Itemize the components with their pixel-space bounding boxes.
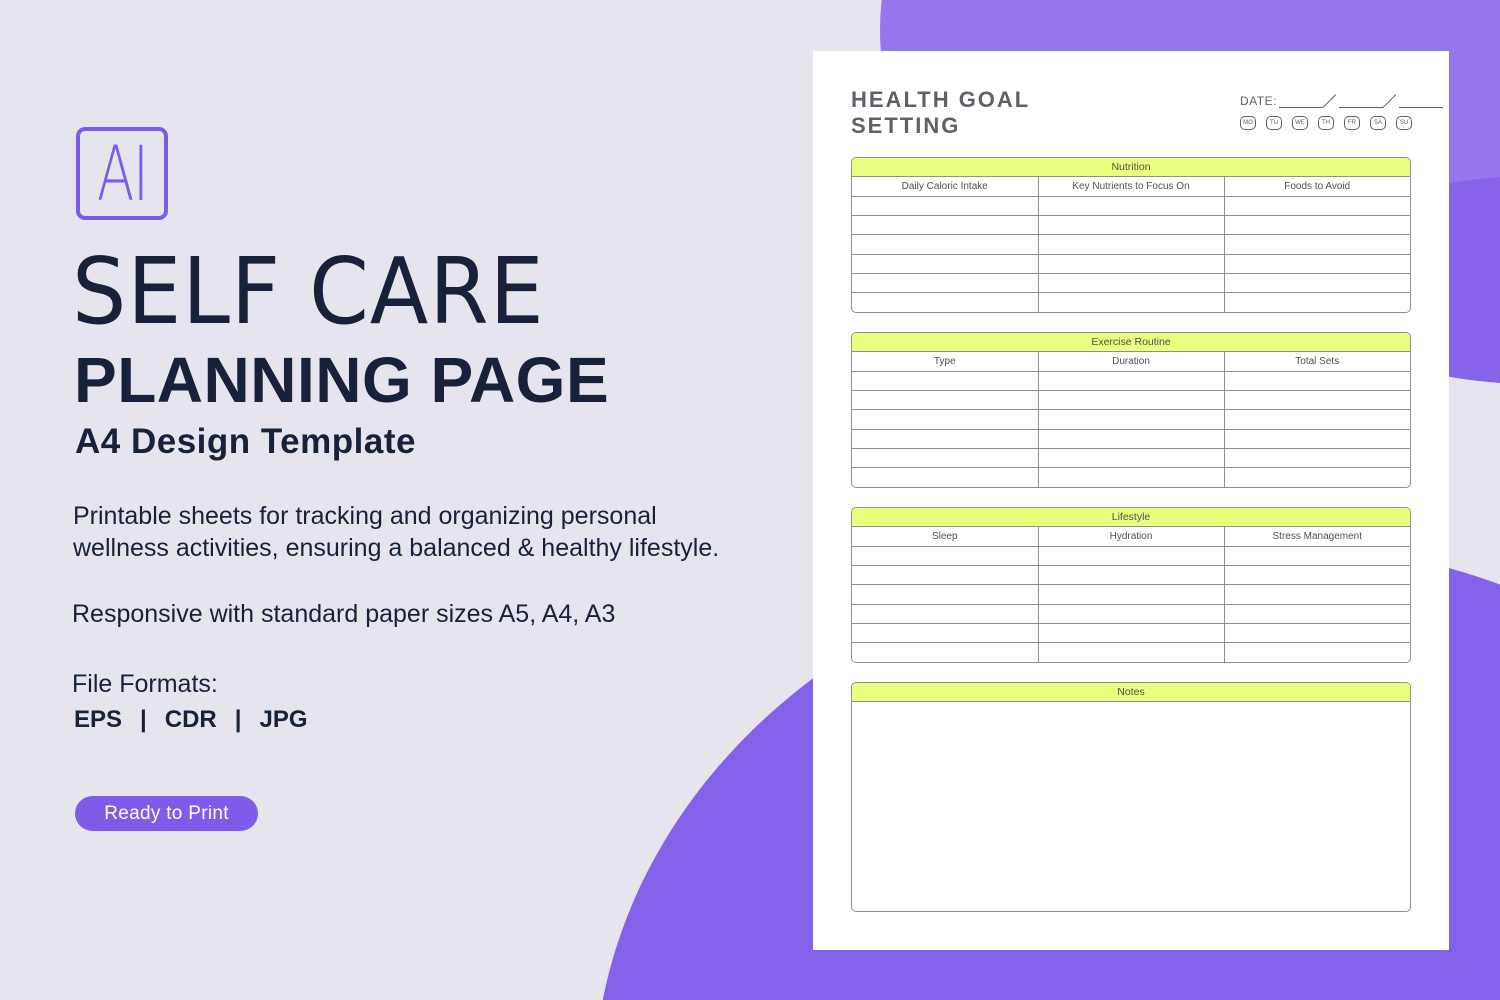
table-cell[interactable] — [1224, 604, 1410, 623]
table-row — [852, 643, 1410, 662]
title-planning-page: PLANNING PAGE — [74, 344, 610, 416]
lifestyle-table — [852, 527, 1410, 662]
date-blank-month — [1339, 96, 1383, 108]
table-cell[interactable] — [1224, 546, 1410, 565]
file-formats-list — [74, 706, 308, 734]
ready-to-print-button[interactable]: Ready to Print — [75, 796, 258, 831]
sheet-title — [851, 87, 1030, 139]
exercise-table — [852, 352, 1410, 487]
table-cell[interactable] — [852, 216, 1038, 235]
table-cell[interactable] — [1038, 546, 1224, 565]
section-exercise-routine — [851, 332, 1411, 488]
table-cell[interactable] — [1224, 254, 1410, 273]
table-cell[interactable] — [1224, 196, 1410, 215]
description-line-1: Printable sheets for tracking and organizing personal — [73, 502, 657, 530]
section-lifestyle — [851, 507, 1411, 663]
table-cell[interactable] — [1038, 235, 1224, 254]
table-row — [852, 293, 1410, 312]
table-cell[interactable] — [852, 410, 1038, 429]
date-blank-day — [1279, 96, 1323, 108]
day-su: SU — [1396, 116, 1412, 130]
date-slash — [1383, 94, 1397, 108]
table-cell[interactable] — [852, 391, 1038, 410]
format-jpg: JPG — [259, 706, 308, 733]
table-cell[interactable] — [1038, 623, 1224, 642]
table-cell[interactable] — [852, 468, 1038, 487]
table-header-row — [852, 352, 1410, 371]
day-tu: TU — [1266, 116, 1282, 130]
table-row — [852, 468, 1410, 487]
table-row — [852, 546, 1410, 565]
table-cell[interactable] — [1038, 216, 1224, 235]
file-formats-label: File Formats: — [72, 670, 218, 698]
table-row — [852, 410, 1410, 429]
section-notes — [851, 682, 1411, 912]
date-field — [1240, 94, 1443, 108]
responsive-note: Responsive with standard paper sizes A5, A4, A3 — [72, 600, 616, 628]
table-cell[interactable] — [1224, 468, 1410, 487]
table-cell[interactable] — [852, 254, 1038, 273]
table-cell[interactable] — [1224, 585, 1410, 604]
sheet-title-line-1: HEALTH GOAL — [851, 87, 1031, 112]
table-header-row — [852, 527, 1410, 546]
description — [73, 500, 793, 564]
table-cell[interactable] — [1038, 293, 1224, 312]
date-label: DATE: — [1240, 94, 1277, 108]
table-cell[interactable] — [1038, 273, 1224, 292]
table-cell[interactable] — [1038, 429, 1224, 448]
table-cell[interactable] — [852, 604, 1038, 623]
table-cell[interactable] — [1224, 391, 1410, 410]
table-row — [852, 623, 1410, 642]
table-cell[interactable] — [1038, 643, 1224, 662]
column-header: Key Nutrients to Focus On — [1038, 177, 1224, 196]
table-cell[interactable] — [852, 235, 1038, 254]
table-row — [852, 566, 1410, 585]
table-cell[interactable] — [852, 623, 1038, 642]
table-cell[interactable] — [1224, 623, 1410, 642]
ai-file-icon — [76, 127, 168, 220]
table-cell[interactable] — [1038, 604, 1224, 623]
day-th: TH — [1318, 116, 1334, 130]
table-cell[interactable] — [1038, 448, 1224, 467]
table-row — [852, 235, 1410, 254]
table-row — [852, 216, 1410, 235]
nutrition-table — [852, 177, 1410, 312]
format-separator: | — [234, 706, 242, 733]
table-cell[interactable] — [1224, 448, 1410, 467]
table-cell[interactable] — [1224, 371, 1410, 390]
table-cell[interactable] — [1224, 643, 1410, 662]
column-header: Daily Caloric Intake — [852, 177, 1038, 196]
table-cell[interactable] — [1038, 391, 1224, 410]
column-header: Foods to Avoid — [1224, 177, 1410, 196]
table-row — [852, 254, 1410, 273]
table-cell[interactable] — [1038, 585, 1224, 604]
date-slash — [1323, 94, 1337, 108]
date-blank-year — [1399, 96, 1443, 108]
subtitle: A4 Design Template — [75, 422, 416, 461]
column-header: Hydration — [1038, 527, 1224, 546]
table-row — [852, 371, 1410, 390]
table-cell[interactable] — [852, 546, 1038, 565]
table-row — [852, 196, 1410, 215]
table-header-row — [852, 177, 1410, 196]
section-header: Exercise Routine — [852, 333, 1410, 352]
sheet-title-line-2: SETTING — [851, 113, 961, 138]
table-cell[interactable] — [852, 273, 1038, 292]
table-cell[interactable] — [852, 643, 1038, 662]
format-separator: | — [140, 706, 147, 733]
table-cell[interactable] — [852, 196, 1038, 215]
table-row — [852, 448, 1410, 467]
ai-logo-text: AI — [96, 128, 148, 218]
planner-sheet — [813, 51, 1449, 950]
column-header: Total Sets — [1224, 352, 1410, 371]
table-cell[interactable] — [1038, 566, 1224, 585]
title-self-care: SELF CARE — [72, 238, 545, 345]
table-cell[interactable] — [1224, 293, 1410, 312]
section-nutrition — [851, 157, 1411, 313]
description-line-2: wellness activities, ensuring a balanced & healthy lifestyle. — [73, 534, 720, 562]
table-cell[interactable] — [852, 448, 1038, 467]
table-cell[interactable] — [1038, 410, 1224, 429]
table-cell[interactable] — [1224, 216, 1410, 235]
format-eps: EPS — [74, 706, 123, 733]
table-cell[interactable] — [1224, 566, 1410, 585]
table-cell[interactable] — [1224, 273, 1410, 292]
table-row — [852, 273, 1410, 292]
table-row — [852, 391, 1410, 410]
column-header: Sleep — [852, 527, 1038, 546]
weekday-selector — [1240, 116, 1412, 130]
table-cell[interactable] — [852, 371, 1038, 390]
day-fr: FR — [1344, 116, 1360, 130]
table-cell[interactable] — [852, 566, 1038, 585]
column-header: Duration — [1038, 352, 1224, 371]
table-cell[interactable] — [1038, 468, 1224, 487]
format-cdr: CDR — [164, 706, 217, 733]
table-cell[interactable] — [852, 429, 1038, 448]
day-we: WE — [1292, 116, 1308, 130]
table-cell[interactable] — [1224, 429, 1410, 448]
table-cell[interactable] — [1038, 196, 1224, 215]
table-cell[interactable] — [1038, 254, 1224, 273]
table-cell[interactable] — [852, 585, 1038, 604]
day-mo: MO — [1240, 116, 1256, 130]
column-header: Type — [852, 352, 1038, 371]
notes-area[interactable] — [852, 702, 1410, 911]
table-row — [852, 429, 1410, 448]
section-header: Nutrition — [852, 158, 1410, 177]
column-header: Stress Management — [1224, 527, 1410, 546]
table-cell[interactable] — [1038, 371, 1224, 390]
table-cell[interactable] — [852, 293, 1038, 312]
section-header: Notes — [852, 683, 1410, 702]
section-header: Lifestyle — [852, 508, 1410, 527]
day-sa: SA — [1370, 116, 1386, 130]
table-cell[interactable] — [1224, 235, 1410, 254]
table-cell[interactable] — [1224, 410, 1410, 429]
table-row — [852, 604, 1410, 623]
table-row — [852, 585, 1410, 604]
